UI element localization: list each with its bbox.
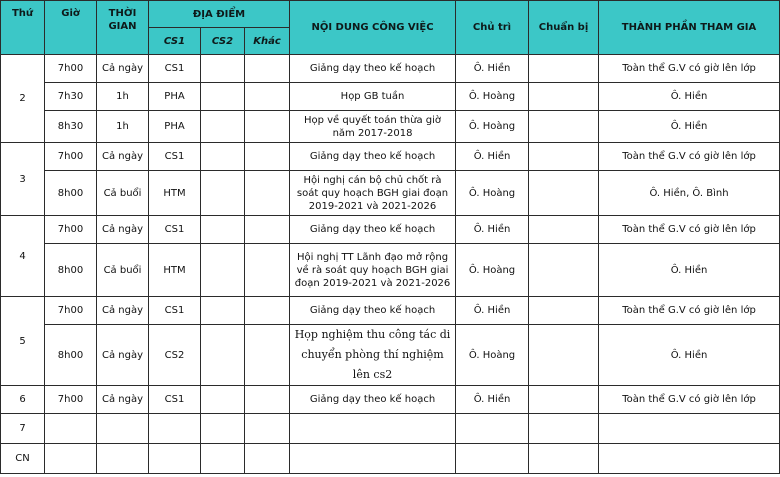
cell-khac: [245, 297, 290, 325]
cell-khac: [245, 171, 290, 216]
cell-thoi-gian: Cả buổi: [97, 171, 149, 216]
col-header-thu: Thứ: [1, 1, 45, 55]
cell-noi-dung: Giảng dạy theo kế hoạch: [290, 216, 456, 244]
cell-gio: 7h00: [45, 386, 97, 414]
day-label: CN: [1, 444, 45, 474]
table-row: [1, 111, 780, 143]
table-row: [1, 386, 780, 414]
cell-chu-tri: [456, 414, 529, 444]
col-header-cs1: CS1: [149, 28, 201, 55]
day-label: 7: [1, 414, 45, 444]
cell-chu-tri: Ô. Hoàng: [456, 171, 529, 216]
col-header-chuan-bi: Chuẩn bị: [529, 1, 599, 55]
cell-chu-tri: Ô. Hiền: [456, 386, 529, 414]
cell-khac: [245, 414, 290, 444]
cell-chuan-bi: [529, 111, 599, 143]
cell-chu-tri: Ô. Hoàng: [456, 83, 529, 111]
table-row: [1, 325, 780, 386]
cell-gio: 7h00: [45, 297, 97, 325]
cell-cs2: [201, 55, 245, 83]
cell-noi-dung: Họp GB tuần: [290, 83, 456, 111]
col-header-dia-diem: ĐỊA ĐIỂM: [149, 1, 290, 28]
cell-noi-dung: Giảng dạy theo kế hoạch: [290, 55, 456, 83]
cell-noi-dung: [290, 444, 456, 474]
cell-cs1: CS1: [149, 143, 201, 171]
cell-thanh-phan: Toàn thể G.V có giờ lên lớp: [599, 143, 780, 171]
cell-gio: [45, 444, 97, 474]
cell-cs2: [201, 216, 245, 244]
cell-thoi-gian: [97, 444, 149, 474]
col-header-thoi-gian: THỜI GIAN: [97, 1, 149, 55]
cell-chuan-bi: [529, 244, 599, 297]
cell-chu-tri: Ô. Hiền: [456, 55, 529, 83]
cell-thanh-phan: Toàn thể G.V có giờ lên lớp: [599, 55, 780, 83]
cell-noi-dung: Họp nghiệm thu công tác di chuyển phòng thí nghiệm lên cs2: [290, 325, 456, 386]
col-header-cs2: CS2: [201, 28, 245, 55]
cell-chuan-bi: [529, 297, 599, 325]
cell-chuan-bi: [529, 325, 599, 386]
cell-chuan-bi: [529, 414, 599, 444]
col-header-khac: Khác: [245, 28, 290, 55]
cell-cs1: HTM: [149, 244, 201, 297]
cell-thanh-phan: [599, 444, 780, 474]
cell-gio: 7h00: [45, 55, 97, 83]
cell-gio: [45, 414, 97, 444]
cell-noi-dung: Giảng dạy theo kế hoạch: [290, 297, 456, 325]
cell-khac: [245, 143, 290, 171]
cell-gio: 8h00: [45, 244, 97, 297]
cell-noi-dung: Giảng dạy theo kế hoạch: [290, 386, 456, 414]
table-row: [1, 244, 780, 297]
cell-khac: [245, 83, 290, 111]
cell-cs1: CS1: [149, 386, 201, 414]
cell-cs2: [201, 414, 245, 444]
cell-thoi-gian: Cả ngày: [97, 297, 149, 325]
cell-thoi-gian: [97, 414, 149, 444]
day-label: 4: [1, 216, 45, 297]
col-header-thanh-phan: THÀNH PHẦN THAM GIA: [599, 1, 780, 55]
table-row: [1, 297, 780, 325]
cell-thoi-gian: 1h: [97, 111, 149, 143]
cell-cs2: [201, 244, 245, 297]
cell-gio: 8h00: [45, 325, 97, 386]
cell-cs2: [201, 143, 245, 171]
cell-thoi-gian: Cả ngày: [97, 325, 149, 386]
table-row: [1, 171, 780, 216]
cell-cs1: [149, 414, 201, 444]
cell-gio: 7h00: [45, 143, 97, 171]
cell-cs1: HTM: [149, 171, 201, 216]
cell-cs2: [201, 386, 245, 414]
cell-cs2: [201, 171, 245, 216]
table-row: [1, 143, 780, 171]
cell-cs2: [201, 83, 245, 111]
cell-noi-dung: Hội nghị cán bộ chủ chốt rà soát quy hoạch BGH giai đoạn 2019-2021 và 2021-2026: [290, 171, 456, 216]
day-label: 5: [1, 297, 45, 386]
cell-thanh-phan: Toàn thể G.V có giờ lên lớp: [599, 216, 780, 244]
cell-thoi-gian: Cả ngày: [97, 386, 149, 414]
col-header-chu-tri: Chủ trì: [456, 1, 529, 55]
cell-khac: [245, 386, 290, 414]
cell-chu-tri: Ô. Hoàng: [456, 325, 529, 386]
cell-gio: 7h00: [45, 216, 97, 244]
cell-chuan-bi: [529, 83, 599, 111]
col-header-gio: Giờ: [45, 1, 97, 55]
cell-cs1: PHA: [149, 83, 201, 111]
cell-khac: [245, 244, 290, 297]
cell-cs1: CS2: [149, 325, 201, 386]
cell-thanh-phan: Ô. Hiền: [599, 111, 780, 143]
cell-thanh-phan: Ô. Hiền, Ô. Bình: [599, 171, 780, 216]
cell-gio: 8h30: [45, 111, 97, 143]
cell-thanh-phan: Ô. Hiền: [599, 325, 780, 386]
cell-cs1: CS1: [149, 297, 201, 325]
cell-thoi-gian: Cả ngày: [97, 55, 149, 83]
cell-chuan-bi: [529, 143, 599, 171]
cell-cs1: CS1: [149, 216, 201, 244]
cell-khac: [245, 325, 290, 386]
cell-noi-dung: [290, 414, 456, 444]
cell-khac: [245, 216, 290, 244]
cell-chuan-bi: [529, 386, 599, 414]
cell-cs1: PHA: [149, 111, 201, 143]
cell-thoi-gian: 1h: [97, 83, 149, 111]
table-row: [1, 414, 780, 444]
cell-thanh-phan: Toàn thể G.V có giờ lên lớp: [599, 297, 780, 325]
cell-noi-dung: Giảng dạy theo kế hoạch: [290, 143, 456, 171]
cell-thanh-phan: Ô. Hiền: [599, 83, 780, 111]
cell-chu-tri: Ô. Hoàng: [456, 244, 529, 297]
cell-cs2: [201, 325, 245, 386]
cell-khac: [245, 444, 290, 474]
cell-thoi-gian: Cả ngày: [97, 143, 149, 171]
cell-thanh-phan: [599, 414, 780, 444]
cell-cs1: CS1: [149, 55, 201, 83]
cell-gio: 7h30: [45, 83, 97, 111]
cell-noi-dung: Hội nghị TT Lãnh đạo mở rộng về rà soát quy hoạch BGH giai đoạn 2019-2021 và 2021-2026: [290, 244, 456, 297]
table-row: [1, 444, 780, 474]
day-label: 6: [1, 386, 45, 414]
cell-gio: 8h00: [45, 171, 97, 216]
day-label: 2: [1, 55, 45, 143]
table-header: [1, 1, 780, 55]
cell-cs2: [201, 111, 245, 143]
cell-chu-tri: [456, 444, 529, 474]
cell-chu-tri: Ô. Hiền: [456, 143, 529, 171]
table-row: [1, 83, 780, 111]
cell-chu-tri: Ô. Hoàng: [456, 111, 529, 143]
cell-noi-dung: Họp về quyết toán thừa giờ năm 2017-2018: [290, 111, 456, 143]
cell-chuan-bi: [529, 216, 599, 244]
cell-chuan-bi: [529, 55, 599, 83]
cell-thanh-phan: Ô. Hiền: [599, 244, 780, 297]
cell-chuan-bi: [529, 171, 599, 216]
cell-thoi-gian: Cả buổi: [97, 244, 149, 297]
cell-thanh-phan: Toàn thể G.V có giờ lên lớp: [599, 386, 780, 414]
cell-thoi-gian: Cả ngày: [97, 216, 149, 244]
cell-cs2: [201, 297, 245, 325]
cell-cs2: [201, 444, 245, 474]
table-row: [1, 216, 780, 244]
table-row: [1, 55, 780, 83]
cell-cs1: [149, 444, 201, 474]
day-label: 3: [1, 143, 45, 216]
cell-chuan-bi: [529, 444, 599, 474]
table-body: [1, 55, 780, 474]
cell-chu-tri: Ô. Hiền: [456, 216, 529, 244]
cell-khac: [245, 55, 290, 83]
col-header-noi-dung: NỘI DUNG CÔNG VIỆC: [290, 1, 456, 55]
cell-khac: [245, 111, 290, 143]
cell-chu-tri: Ô. Hiền: [456, 297, 529, 325]
